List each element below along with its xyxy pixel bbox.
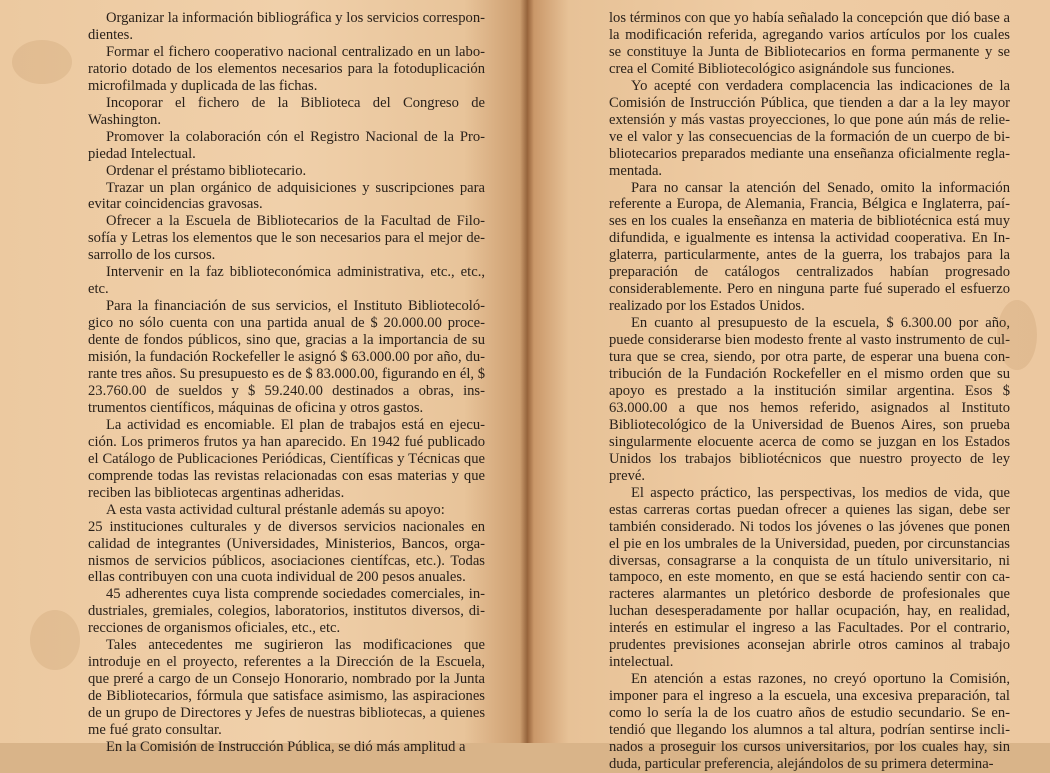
paragraph: En cuanto al presupuesto de la escuela, $ 6.300.00 por año, puede considerarse bien modesto frente al vasto instrumento de cultura que se crea, siendo, por otra parte, de esperar una buena contribución de la Fundación Rockefeller en el mismo orden que su apoyo es prestado a la institución similar argentina. Esos $ 63.000.00 a que nos hemos referido, asignados al Instituto Bibliotecológico de la Universidad de Buenos Aires, son prueba singularmente elocuente acerca de como se juzgan en los Estados Unidos los trabajos bibliotécnicos que nuestro proyecto de ley prevé. — [609, 315, 1010, 484]
paper-stain — [30, 610, 80, 670]
paper-stain — [997, 300, 1037, 370]
paper-stain — [12, 40, 72, 84]
paragraph: Trazar un plan orgánico de adquisiciones y suscripciones para evitar coincidencias gravosas. — [88, 179, 485, 213]
left-page-text — [88, 10, 485, 756]
paragraph: El aspecto práctico, las perspectivas, los medios de vida, que estas carreras cortas puedan ofrecer a quienes las sigan, debe ser también considerado. Ni todos los jóvenes o las jóvenes que ponen el pie en los umbrales de la Universidad, pueden, por circunstancias diversas, consagrarse a la conquista de un título universitario, ni tampoco, en este momento, en que se está haciendo sentir con caracteres alarmantes un pletórico desborde de profesionales que luchan desesperadamente por hallar ocupación, hay, en realidad, interés en estimular el ingreso a las Facultades. Por el contrario, prudentes previsiones aconsejan abrirle otros caminos al trabajo intelectual. — [609, 484, 1010, 671]
paragraph: Para no cansar la atención del Senado, omito la información referente a Europa, de Alemania, Francia, Bélgica e Inglaterra, países en los cuales la enseñanza en materia de bibliotécnica está muy difundida, e igualmente es intensa la actividad cooperativa. En Inglaterra, particularmente, antes de la guerra, los trabajos para la preparación de catálogos centralizados habían progresado considerablemente. Pero en ninguna parte fué superado el esfuerzo realizado por los Estados Unidos. — [609, 179, 1010, 315]
right-page — [527, 0, 1050, 772]
book-gutter — [520, 0, 534, 743]
paragraph: Formar el fichero cooperativo nacional centralizado en un laboratorio dotado de los elementos necesarios para la fotoduplicación microfilmada y duplicada de las fichas. — [88, 43, 485, 94]
left-page — [0, 0, 527, 755]
paragraph: Incoporar el fichero de la Biblioteca del Congreso de Washington. — [88, 94, 485, 128]
paragraph: Yo acepté con verdadera complacencia las indicaciones de la Comisión de Instrucción Pública, que tienden a dar a la ley mayor extensión y más vastas proyecciones, lo que pone aún más de relieve el valor y las consecuencias de la formación de un cuerpo de bibliotecarios preparados mediante una enseñanza oficialmente reglamentada. — [609, 77, 1010, 179]
paragraph: A esta vasta actividad cultural préstanle además su apoyo: — [106, 501, 445, 518]
paragraph: Para la financiación de sus servicios, el Instituto Bibliotecológico no sólo cuenta con una partida anual de $ 20.000.00 procedente de fondos públicos, sino que, gracias a la importancia de su misión, la fundación Rockefeller le asignó $ 63.000.00 por año, durante tres años. Su presupuesto es de $ 83.000.00, figurando en él, $ 23.760.00 de sueldos y $ 59.240.00 destinados a obras, instrumentos científicos, máquinas de oficina y otros gastos. — [88, 298, 485, 416]
paragraph: Promover la colaboración cón el Registro Nacional de la Propiedad Intelectual. — [88, 128, 485, 162]
paragraph: 45 adherentes cuya lista comprende sociedades comerciales, industriales, gremiales, colegios, laboratorios, institutos diversos, direcciones de organismos oficiales, etc., etc. — [88, 586, 485, 637]
right-page-text — [609, 10, 1010, 773]
paragraph: los términos con que yo había señalado la concepción que dió base a la modificación referida, agregando varios artículos por los cuales se constituye la Junta de Bibliotecarios en forma permanente y se crea el Comité Bibliotecológico asignándole sus funciones. — [609, 10, 1010, 77]
paragraph: 25 instituciones culturales y de diversos servicios nacionales en calidad de integrantes (Universidades, Ministerios, Bancos, organismos de servicios públicos, asociaciones científcas, etc.). Todas ellas contribuyen con una cuota individual de 200 pesos anuales. — [88, 518, 485, 586]
paragraph: Intervenir en la faz biblioteconómica administrativa, etc., etc., etc. — [88, 264, 485, 298]
paragraph: Tales antecedentes me sugirieron las modificaciones que introduje en el proyecto, referentes a la Dirección de la Escuela, que preré a cargo de un Consejo Honorario, nombrado por la Junta de Bibliotecarios, fórmula que satisface asimismo, las aspiraciones de un grupo de Directores y Jefes de nuestras bibliotecas, a quienes me fué grato consultar. — [88, 637, 485, 739]
paragraph: La actividad es encomiable. El plan de trabajos está en ejecución. Los primeros frutos ya han aparecido. En 1942 fué publicado el Catálogo de Publicaciones Periódicas, Científicas y Técnicas que comprende todas las revistas relacionadas con esas materias y que reciben las bibliotecas argentinas adheridas. — [88, 416, 485, 501]
paragraph: Ordenar el préstamo bibliotecario. — [106, 162, 307, 179]
paragraph: En la Comisión de Instrucción Pública, se dió más amplitud a — [106, 738, 466, 755]
paragraph: Organizar la información bibliográfica y los servicios correspondientes. — [88, 10, 485, 43]
paragraph: Ofrecer a la Escuela de Bibliotecarios de la Facultad de Filosofía y Letras los elementos que le son necesarios para el mejor desarrollo de los cursos. — [88, 213, 485, 264]
paragraph: En atención a estas razones, no creyó oportuno la Comisión, imponer para el ingreso a la escuela, una excesiva preparación, tal como lo sería la de los cuatro años de estudio secundario. Se entendió que llegando los alumnos a tal altura, podrían sentirse inclinados a proseguir los cursos universitarios, por los cuales hay, sin duda, particular preferencia, alejándolos de su primera determina- — [609, 671, 1010, 772]
